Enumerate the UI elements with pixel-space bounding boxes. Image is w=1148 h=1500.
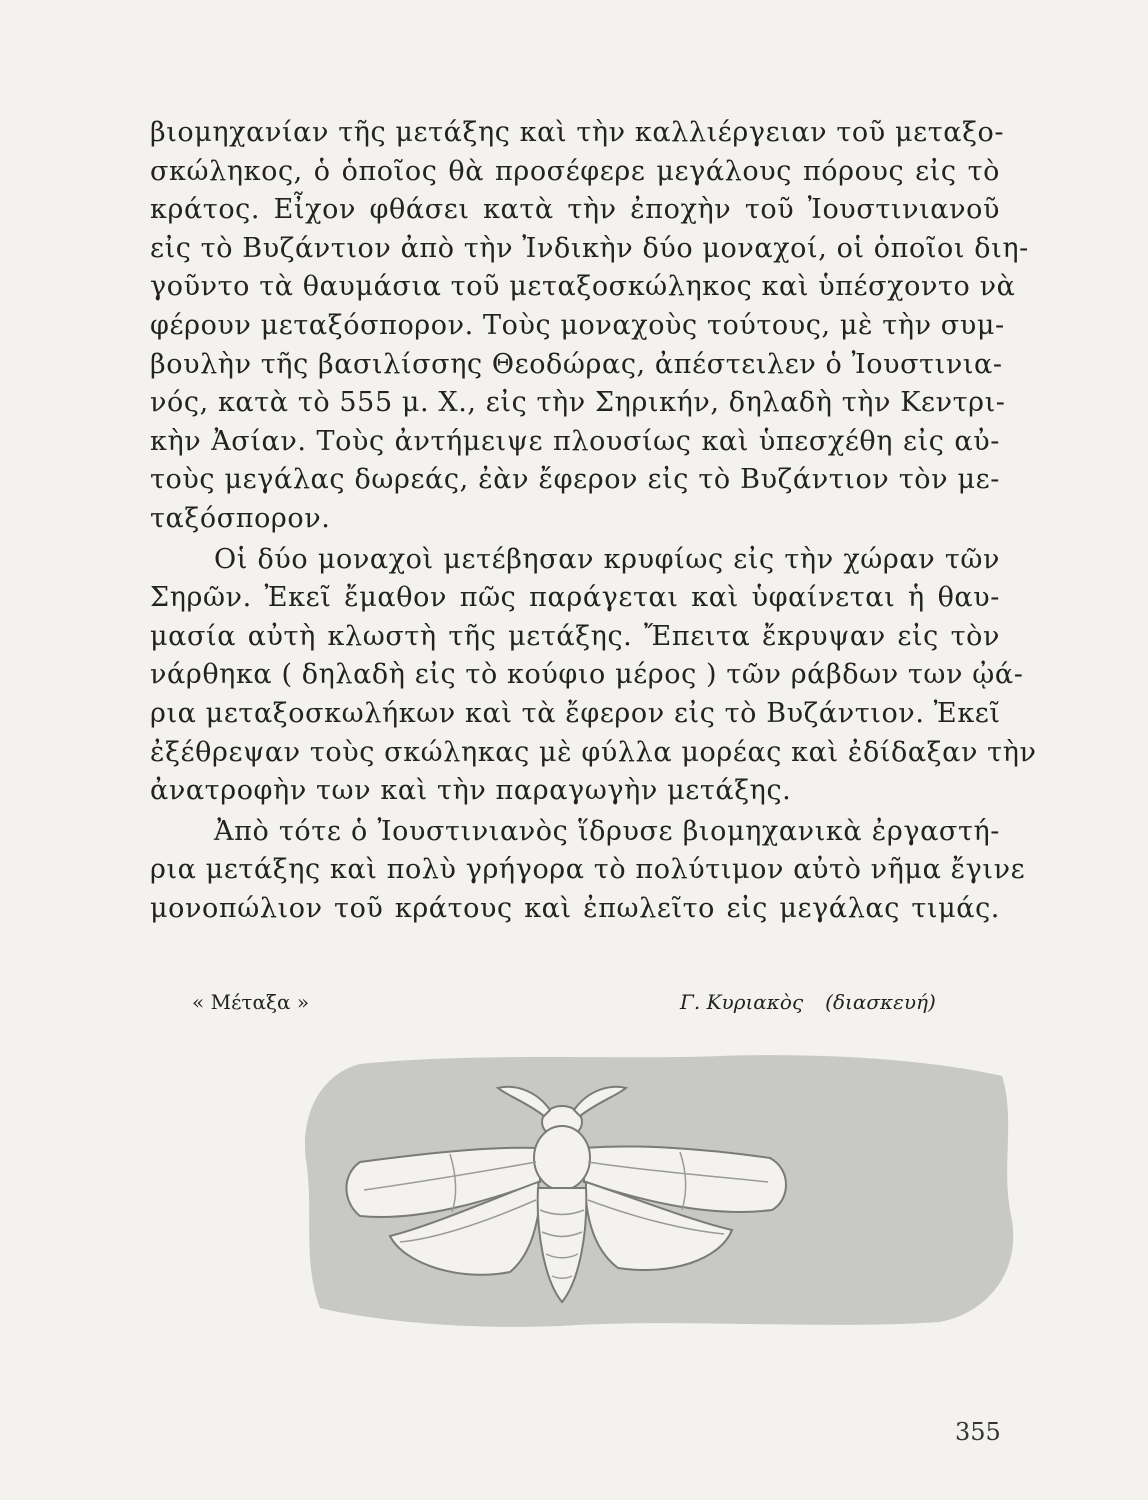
text-line: εἰς τὸ Βυζάντιον ἀπὸ τὴν Ἰνδικὴν δύο μοναχοί, οἱ ὁποῖοι διη- [150,232,1029,264]
paragraph-1 [150,114,1029,539]
text-line: Ἀπὸ τότε ὁ Ἰουστινιανὸς ἵδρυσε βιομηχανικὰ ἐργαστή- [214,815,1000,847]
text-line: ρια μετάξης καὶ πολὺ γρήγορα τὸ πολύτιμον αὐτὸ νῆμα ἔγινε [150,854,1026,886]
text-line: Σηρῶν. Ἐκεῖ ἔμαθον πῶς παράγεται καὶ ὑφαίνεται ἡ θαυ- [150,582,1000,614]
author-name: Γ. Κυριακὸς [680,990,804,1014]
text-line: μονοπώλιον τοῦ κράτους καὶ ἐπωλεῖτο εἰς μεγάλας τιμάς. [150,892,1000,924]
page-number: 355 [955,1418,1001,1446]
paragraph-3 [150,813,1026,929]
text-line: κὴν Ἀσίαν. Τοὺς ἀντήμειψε πλουσίως καὶ ὑπεσχέθη εἰς αὐ- [150,425,1000,457]
paragraph-2 [150,541,1037,811]
text-line: ἐξέθρεψαν τοὺς σκώληκας μὲ φύλλα μορέας καὶ ἐδίδαξαν τὴν [150,736,1037,768]
text-line: ταξόσπορον. [150,502,331,534]
silk-moth-icon [300,1050,1020,1330]
text-line: βουλὴν τῆς βασιλίσσης Θεοδώρας, ἀπέστειλεν ὁ Ἰουστινια- [150,348,1003,380]
adaptation-note: (διασκευή) [825,990,936,1014]
source-title: « Μέταξα » [192,990,310,1014]
text-line: κράτος. Εἶχον φθάσει κατὰ τὴν ἐποχὴν τοῦ Ἰουστινιανοῦ [150,194,1000,226]
text-line: φέρουν μεταξόσπορον. Τοὺς μοναχοὺς τούτους, μὲ τὴν συμ- [150,309,1005,341]
text-line: ρια μεταξοσκωλήκων καὶ τὰ ἔφερον εἰς τὸ Βυζάντιον. Ἐκεῖ [150,697,1001,729]
text-line: γοῦντο τὰ θαυμάσια τοῦ μεταξοσκώληκος καὶ ὑπέσχοντο νὰ [150,271,1016,303]
text-line: νάρθηκα ( δηλαδὴ εἰς τὸ κούφιο μέρος ) τῶν ράβδων των ᾠά- [150,659,1024,691]
text-line: σκώληκος, ὁ ὁποῖος θὰ προσέφερε μεγάλους πόρους εἰς τὸ [150,155,1000,187]
text-line: νός, κατὰ τὸ 555 μ. Χ., εἰς τὴν Σηρικήν, δηλαδὴ τὴν Κεντρι- [150,387,1006,419]
text-line: τοὺς μεγάλας δωρεάς, ἐὰν ἔφερον εἰς τὸ Βυζάντιον τὸν με- [150,464,1000,496]
article-text [150,114,1037,928]
moth-thorax [534,1126,590,1190]
author-credit [680,990,936,1014]
text-line: ἀνατροφὴν των καὶ τὴν παραγωγὴν μετάξης. [150,775,792,807]
text-line: μασία αὐτὴ κλωστὴ τῆς μετάξης. Ἔπειτα ἔκρυψαν εἰς τὸν [150,620,1000,652]
text-line: Οἱ δύο μοναχοὶ μετέβησαν κρυφίως εἰς τὴν χώραν τῶν [214,543,1000,575]
text-line: βιομηχανίαν τῆς μετάξης καὶ τὴν καλλιέργειαν τοῦ μεταξο- [150,117,1005,148]
